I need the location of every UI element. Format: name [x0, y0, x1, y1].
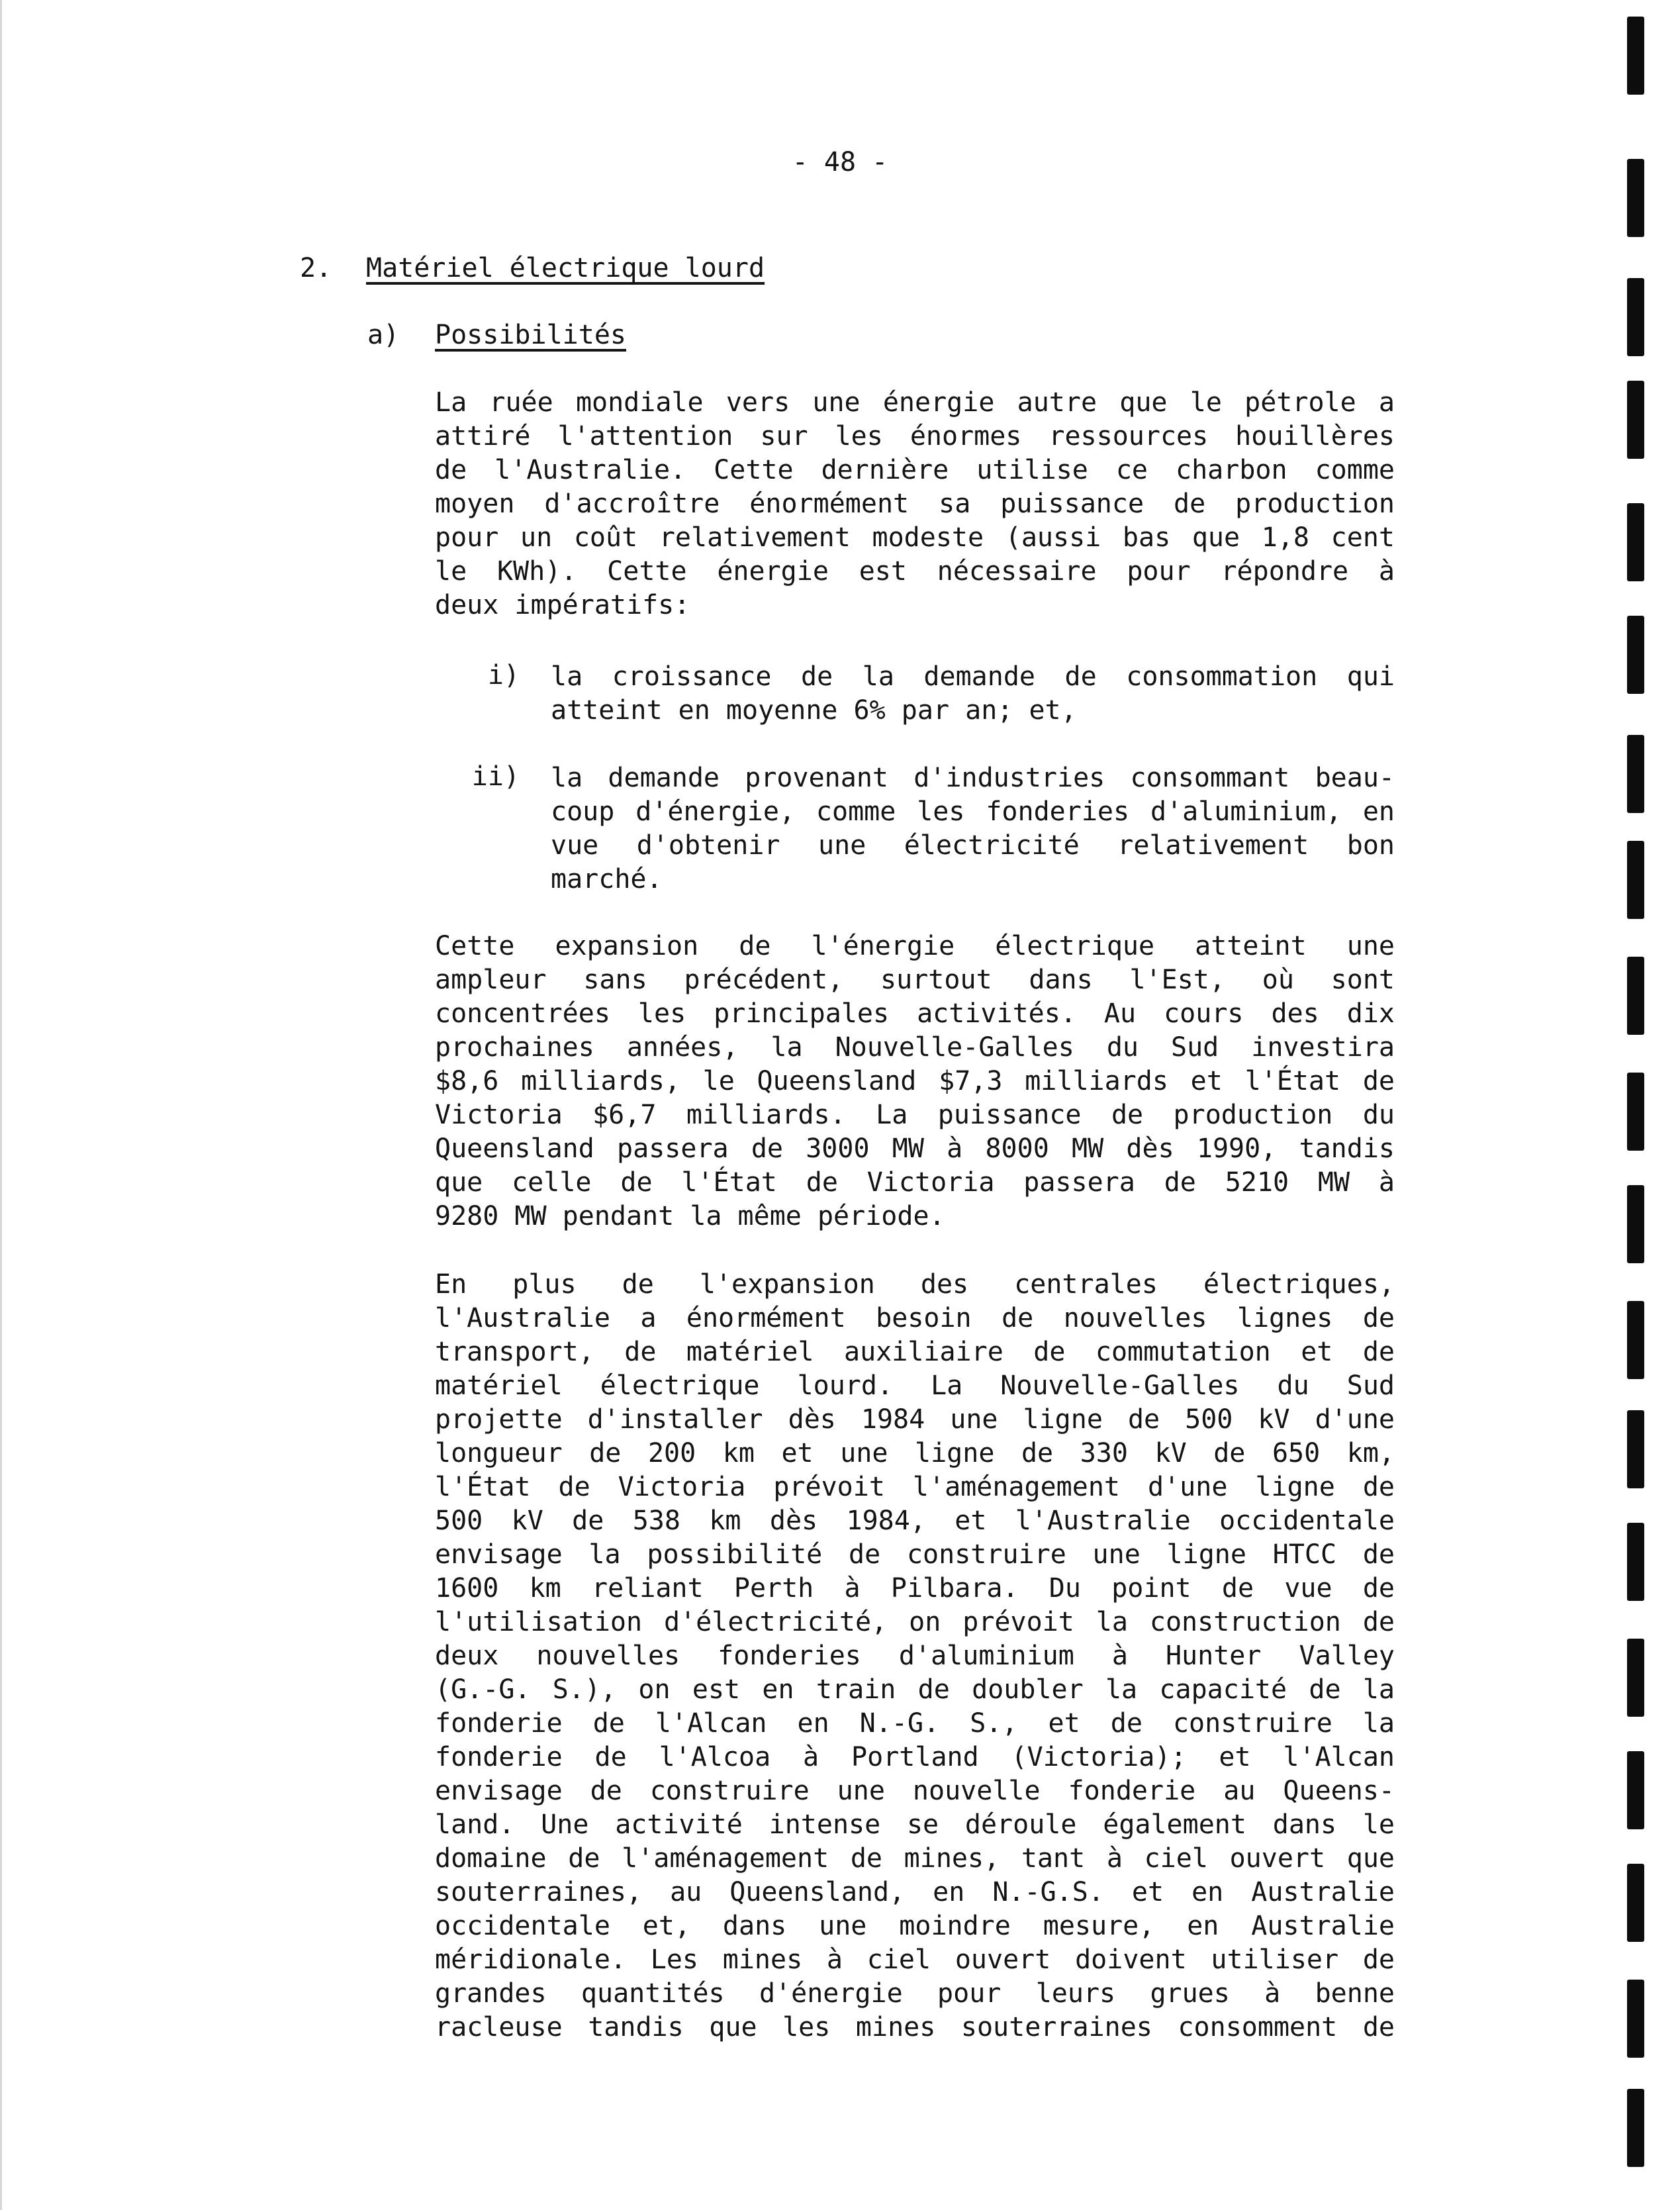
- scan-mark: [1627, 159, 1644, 237]
- text-line: occidentale et, dans une moindre mesure, en Australie: [435, 1911, 1395, 1941]
- text-line: méridionale. Les mines à ciel ouvert doivent utiliser de: [435, 1945, 1395, 1975]
- scan-mark: [1627, 841, 1644, 919]
- list-item-text: [551, 660, 1395, 728]
- text-line: La ruée mondiale vers une énergie autre que le pétrole a: [435, 387, 1395, 418]
- scan-mark: [1627, 1410, 1644, 1488]
- text-line: l'utilisation d'électricité, on prévoit la construction de: [435, 1607, 1395, 1637]
- text-line: 500 kV de 538 km dès 1984, et l'Australie occidentale: [435, 1506, 1395, 1536]
- text-line: deux impératifs:: [435, 590, 690, 620]
- scan-mark: [1627, 2089, 1644, 2167]
- text-line: le KWh). Cette énergie est nécessaire pour répondre à: [435, 556, 1395, 587]
- text-line: fonderie de l'Alcoa à Portland (Victoria); et l'Alcan: [435, 1742, 1395, 1772]
- text-line: de l'Australie. Cette dernière utilise ce charbon comme: [435, 455, 1395, 485]
- text-line: Cette expansion de l'énergie électrique atteint une: [435, 931, 1395, 961]
- scan-mark: [1627, 1523, 1644, 1601]
- text-line: $8,6 milliards, le Queensland $7,3 milliards et l'État de: [435, 1066, 1395, 1096]
- text-line: l'État de Victoria prévoit l'aménagement d'une ligne de: [435, 1472, 1395, 1502]
- subsection-label: a): [367, 320, 400, 350]
- text-line: coup d'énergie, comme les fonderies d'aluminium, en: [551, 796, 1395, 827]
- text-line: marché.: [551, 864, 663, 894]
- scan-mark: [1627, 1301, 1644, 1379]
- text-line: atteint en moyenne 6% par an; et,: [551, 695, 1077, 726]
- scan-mark: [1627, 381, 1644, 459]
- text-line: ampleur sans précédent, surtout dans l'Est, où sont: [435, 965, 1395, 995]
- text-line: attiré l'attention sur les énormes ressources houillères: [435, 421, 1395, 452]
- page-number: - 48 -: [792, 147, 888, 177]
- page-left-edge: [0, 0, 2, 2210]
- text-line: pour un coût relativement modeste (aussi bas que 1,8 cent: [435, 522, 1395, 553]
- text-line: moyen d'accroître énormément sa puissance de production: [435, 489, 1395, 519]
- scan-mark: [1627, 957, 1644, 1035]
- scan-mark: [1627, 17, 1644, 95]
- section-heading: Matériel électrique lourd: [366, 253, 765, 283]
- text-line: souterraines, au Queensland, en N.-G.S. et en Australie: [435, 1877, 1395, 1907]
- scan-mark: [1627, 1185, 1644, 1263]
- text-line: la croissance de la demande de consommation qui: [551, 661, 1395, 692]
- text-line: (G.-G. S.), on est en train de doubler la capacité de la: [435, 1674, 1395, 1705]
- scan-mark: [1627, 503, 1644, 581]
- text-line: concentrées les principales activités. Au cours des dix: [435, 998, 1395, 1029]
- text-line: envisage la possibilité de construire une ligne HTCC de: [435, 1539, 1395, 1570]
- text-line: fonderie de l'Alcan en N.-G. S., et de construire la: [435, 1708, 1395, 1739]
- text-line: racleuse tandis que les mines souterraines consomment de: [435, 2012, 1395, 2042]
- text-line: En plus de l'expansion des centrales électriques,: [435, 1269, 1395, 1300]
- paragraph-transport: [435, 1268, 1395, 2044]
- text-line: transport, de matériel auxiliaire de commutation et de: [435, 1337, 1395, 1367]
- scan-mark: [1627, 1980, 1644, 2058]
- text-line: envisage de construire une nouvelle fonderie au Queens-: [435, 1776, 1395, 1806]
- list-item-label: ii): [471, 761, 520, 792]
- intro-paragraph: [435, 386, 1395, 622]
- scan-mark: [1627, 1751, 1644, 1829]
- text-line: 1600 km reliant Perth à Pilbara. Du point de vue de: [435, 1573, 1395, 1604]
- text-line: Victoria $6,7 milliards. La puissance de production du: [435, 1100, 1395, 1130]
- text-line: projette d'installer dès 1984 une ligne de 500 kV d'une: [435, 1404, 1395, 1435]
- text-line: Queensland passera de 3000 MW à 8000 MW dès 1990, tandis: [435, 1133, 1395, 1164]
- scan-mark: [1627, 1073, 1644, 1151]
- subsection-heading: Possibilités: [435, 320, 626, 350]
- text-line: grandes quantités d'énergie pour leurs grues à benne: [435, 1978, 1395, 2009]
- scan-mark: [1627, 616, 1644, 694]
- scan-mark: [1627, 1864, 1644, 1942]
- paragraph-expansion: [435, 930, 1395, 1233]
- text-line: longueur de 200 km et une ligne de 330 kV de 650 km,: [435, 1438, 1395, 1468]
- text-line: land. Une activité intense se déroule également dans le: [435, 1809, 1395, 1840]
- text-line: que celle de l'État de Victoria passera de 5210 MW à: [435, 1167, 1395, 1198]
- scan-registration-marks: [1622, 0, 1648, 2210]
- text-line: vue d'obtenir une électricité relativement bon: [551, 830, 1395, 861]
- text-line: la demande provenant d'industries consommant beau-: [551, 763, 1395, 793]
- text-line: domaine de l'aménagement de mines, tant à ciel ouvert que: [435, 1843, 1395, 1874]
- text-line: prochaines années, la Nouvelle-Galles du Sud investira: [435, 1032, 1395, 1063]
- text-line: 9280 MW pendant la même période.: [435, 1201, 945, 1231]
- text-line: l'Australie a énormément besoin de nouvelles lignes de: [435, 1303, 1395, 1333]
- section-number: 2.: [300, 253, 332, 283]
- text-line: matériel électrique lourd. La Nouvelle-Galles du Sud: [435, 1370, 1395, 1401]
- scan-mark: [1627, 735, 1644, 813]
- scan-mark: [1627, 278, 1644, 356]
- text-line: deux nouvelles fonderies d'aluminium à Hunter Valley: [435, 1641, 1395, 1671]
- scan-mark: [1627, 1639, 1644, 1717]
- list-item-text: [551, 761, 1395, 896]
- list-item-label: i): [487, 660, 520, 691]
